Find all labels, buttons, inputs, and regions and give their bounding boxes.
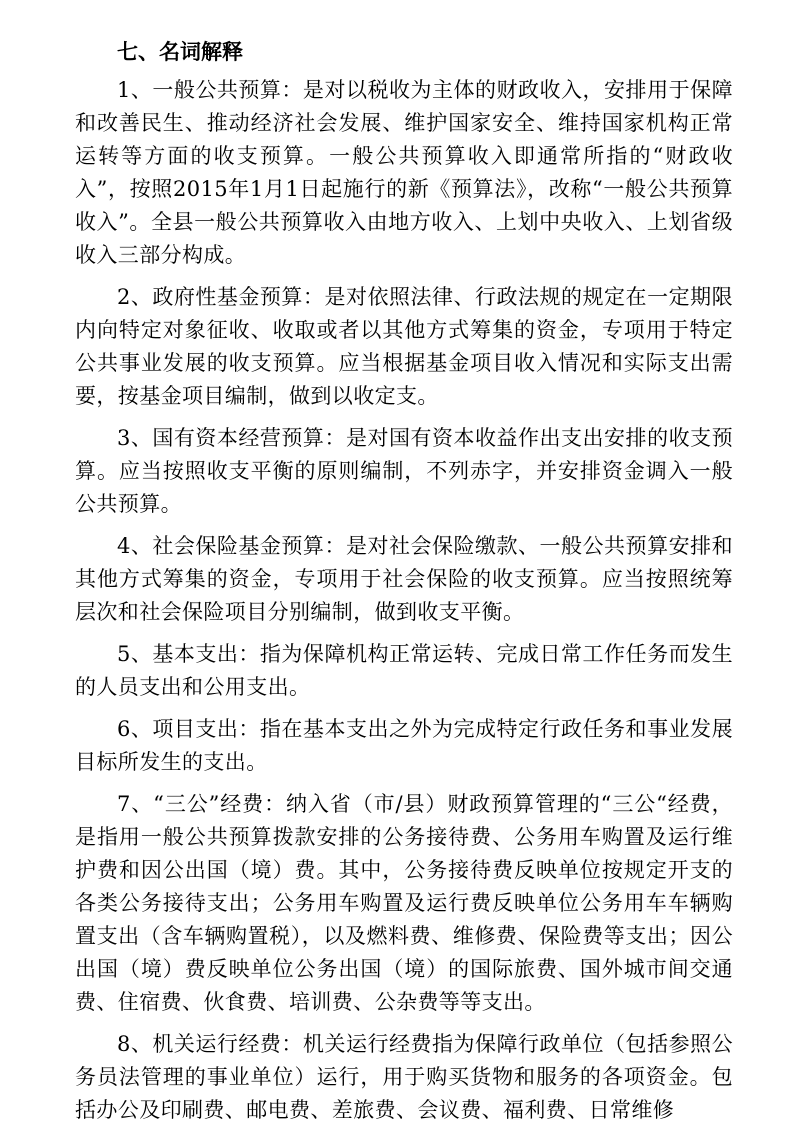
definition-general-public-budget: 1、一般公共预算：是对以税收为主体的财政收入，安排用于保障和改善民生、推动经济社会发展、维护国家安全、维持国家机构正常运转等方面的收支预算。一般公共预算收入即通常所指的“财政收入”，按照2015年1月1日起施行的新《预算法》，改称“一般公共预算收入”。全县一般公共预算收入由地方收入、上划中央收入、上划省级收入三部分构成。 <box>75 78 733 267</box>
definition-three-public-expenses: 7、“三公”经费：纳入省（市/县）财政预算管理的“三公“经费，是指用一般公共预算拨款安排的公务接待费、公务用车购置及运行维护费和因公出国（境）费。其中，公务接待费反映单位按规定开支的各类公务接待支出；公务用车购置及运行费反映单位公务用车车辆购置支出（含车辆购置税），以及燃料费、维修费、保险费等支出；因公出国（境）费反映单位公务出国（境）的国际旅费、国外城市间交通费、住宿费、伙食费、培训费、公杂费等等支出。 <box>75 792 733 1014</box>
definition-agency-operating-expenses: 8、机关运行经费：机关运行经费指为保障行政单位（包括参照公务员法管理的事业单位）运行，用于购买货物和服务的各项资金。包括办公及印刷费、邮电费、差旅费、会议费、福利费、日常维修 <box>75 1032 733 1122</box>
definition-project-expenditure: 6、项目支出：指在基本支出之外为完成特定行政任务和事业发展目标所发生的支出。 <box>75 717 733 774</box>
definition-basic-expenditure: 5、基本支出：指为保障机构正常运转、完成日常工作任务而发生的人员支出和公用支出。 <box>75 642 733 699</box>
definition-social-insurance-budget: 4、社会保险基金预算：是对社会保险缴款、一般公共预算安排和其他方式筹集的资金，专项用于社会保险的收支预算。应当按照统筹层次和社会保险项目分别编制，做到收支平衡。 <box>75 534 733 624</box>
definition-government-fund-budget: 2、政府性基金预算：是对依照法律、行政法规的规定在一定期限内向特定对象征收、收取或者以其他方式筹集的资金，专项用于特定公共事业发展的收支预算。应当根据基金项目收入情况和实际支出需要，按基金项目编制，做到以收定支。 <box>75 285 733 408</box>
definition-state-capital-budget: 3、国有资本经营预算：是对国有资本收益作出支出安排的收支预算。应当按照收支平衡的原则编制，不列赤字，并安排资金调入一般公共预算。 <box>75 426 733 516</box>
section-title: 七、名词解释 <box>117 40 243 64</box>
